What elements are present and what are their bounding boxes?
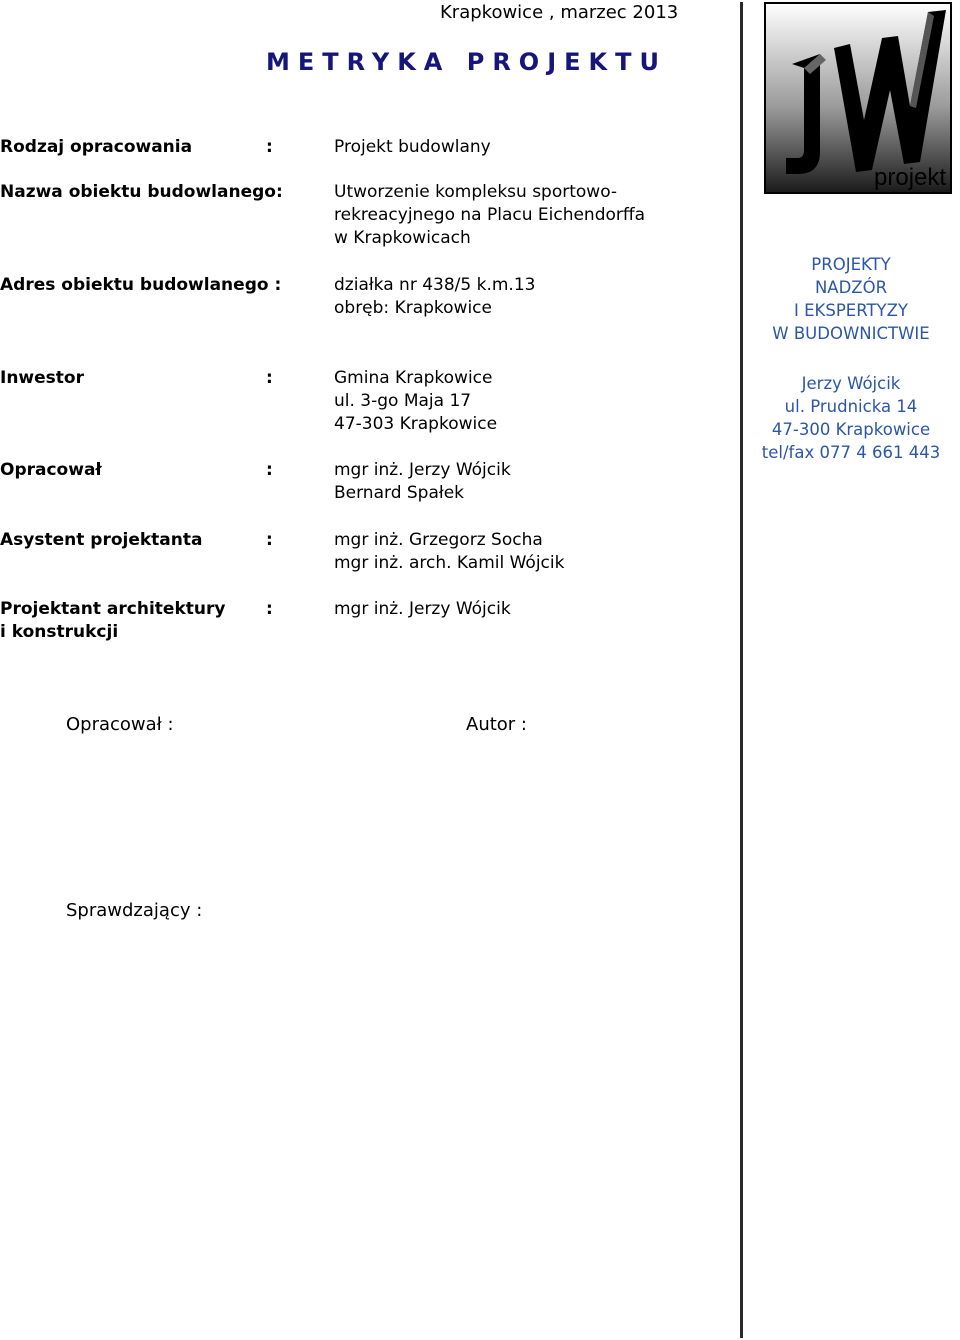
signature-checker-label: Sprawdzający : — [66, 900, 203, 921]
contact-street: ul. Prudnicka 14 — [784, 397, 918, 416]
company-services — [744, 253, 958, 345]
field-colon: : — [266, 599, 273, 619]
field-value-line: obręb: Krapkowice — [334, 298, 492, 318]
field-label: Rodzaj opracowania — [0, 137, 193, 157]
company-contact — [744, 372, 958, 464]
contact-phone: tel/fax 077 4 661 443 — [761, 443, 941, 462]
field-value-line: Gmina Krapkowice — [334, 368, 493, 388]
field-value-line: rekreacyjnego na Placu Eichendorffa — [334, 205, 646, 225]
place-date: Krapkowice , marzec 2013 — [440, 2, 679, 23]
service-line: PROJEKTY — [811, 255, 891, 274]
field-value-line: 47-303 Krapkowice — [334, 414, 498, 434]
document-title: METRYKA PROJEKTU — [266, 48, 667, 76]
field-colon: : — [266, 460, 273, 480]
field-value-line: mgr inż. Jerzy Wójcik — [334, 460, 511, 480]
field-label: Nazwa obiektu budowlanego: — [0, 182, 283, 202]
field-label-line2: i konstrukcji — [0, 622, 119, 642]
contact-name: Jerzy Wójcik — [801, 374, 901, 393]
field-label: Opracował — [0, 460, 102, 480]
field-colon: : — [266, 368, 273, 388]
field-value-line: Bernard Spałek — [334, 483, 465, 503]
logo-text: projekt — [874, 164, 947, 191]
field-value-line: Utworzenie kompleksu sportowo- — [334, 182, 618, 202]
field-label: Inwestor — [0, 368, 84, 388]
service-line: I EKSPERTYZY — [793, 301, 908, 320]
field-value-line: mgr inż. arch. Kamil Wójcik — [334, 553, 565, 573]
field-value-line: działka nr 438/5 k.m.13 — [334, 275, 536, 295]
field-value: Projekt budowlany — [334, 137, 491, 157]
field-colon: : — [266, 137, 273, 157]
field-colon: : — [266, 530, 273, 550]
company-logo — [764, 2, 952, 194]
signature-prepared-label: Opracował : — [66, 714, 174, 735]
vertical-divider — [740, 2, 743, 1338]
contact-city: 47-300 Krapkowice — [771, 420, 931, 439]
service-line: NADZÓR — [814, 278, 888, 297]
field-value-line: ul. 3-go Maja 17 — [334, 391, 472, 411]
field-value-line: mgr inż. Grzegorz Socha — [334, 530, 543, 550]
field-label: Adres obiektu budowlanego : — [0, 275, 282, 295]
service-line: W BUDOWNICTWIE — [772, 324, 930, 343]
field-label: Projektant architektury — [0, 599, 226, 619]
signature-author-label: Autor : — [466, 714, 527, 735]
field-value-line: w Krapkowicach — [334, 228, 471, 248]
field-value-line: mgr inż. Jerzy Wójcik — [334, 599, 511, 619]
field-label: Asystent projektanta — [0, 530, 203, 550]
